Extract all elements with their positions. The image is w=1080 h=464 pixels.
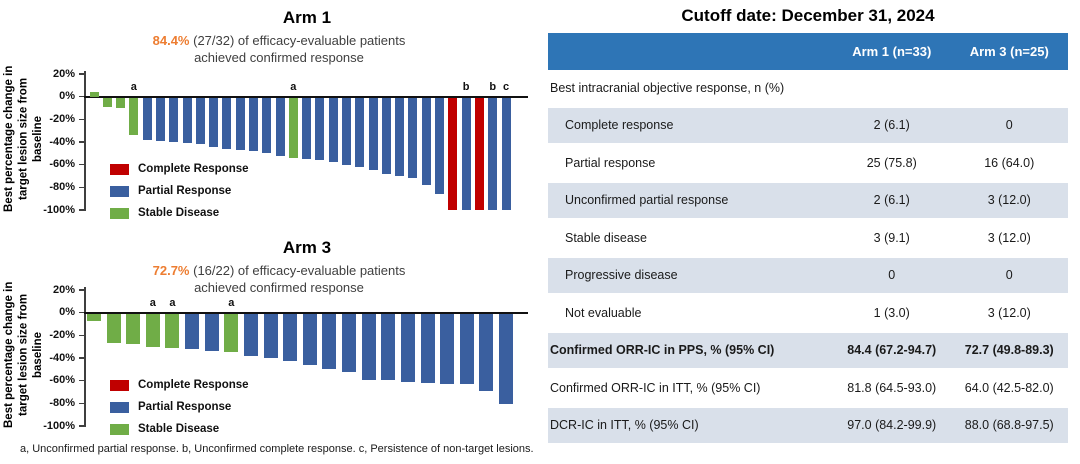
waterfall-bar-sd <box>107 314 121 344</box>
waterfall-bar-pr <box>440 314 454 384</box>
waterfall-bar-pr <box>381 314 395 380</box>
arm3-value: 3 (12.0) <box>951 183 1069 221</box>
waterfall-bar-pr <box>262 98 271 154</box>
table-row <box>548 408 1068 446</box>
legend-label: Stable Disease <box>138 423 220 435</box>
arm3-legend <box>110 374 249 440</box>
y-axis-tick <box>79 335 84 337</box>
waterfall-bar-cr <box>475 98 484 210</box>
cutoff-date-title: Cutoff date: December 31, 2024 <box>681 6 935 25</box>
arm3-subtitle-line1 <box>30 262 528 279</box>
y-tick-label: 20% <box>52 283 75 296</box>
legend-item-stable-disease <box>110 418 249 440</box>
table-row <box>548 370 1068 408</box>
y-axis-line <box>84 287 86 427</box>
partial-response-swatch <box>110 402 129 413</box>
header-arm1: Arm 1 (n=33) <box>833 33 951 70</box>
waterfall-bar-pr <box>462 98 471 210</box>
table-header-row <box>548 33 1068 70</box>
y-axis-tick <box>79 209 84 211</box>
waterfall-bar-pr <box>401 314 415 382</box>
arm3-value: 88.0 (68.8-97.5) <box>951 408 1069 446</box>
waterfall-bar-sd <box>103 98 112 107</box>
y-axis-tick <box>79 380 84 382</box>
results-table <box>548 33 1068 445</box>
y-axis-tick <box>79 289 84 291</box>
arm3-response-rate: 72.7% <box>152 263 190 278</box>
waterfall-bar-pr <box>183 98 192 143</box>
waterfall-bar-sd <box>224 314 238 353</box>
bar-annotation-a: a <box>169 296 176 309</box>
arm1-value: 2 (6.1) <box>833 183 951 221</box>
arm1-chart-subtitle <box>30 32 528 66</box>
waterfall-bar-pr <box>264 314 278 358</box>
waterfall-bar-pr <box>422 98 431 185</box>
waterfall-bar-sd <box>87 314 101 321</box>
arm3-value: 64.0 (42.5-82.0) <box>951 370 1069 408</box>
legend-item-partial-response <box>110 396 249 418</box>
results-table-panel <box>548 0 1068 464</box>
bar-annotation-b: b <box>489 80 497 93</box>
arm3-chart-title: Arm 3 <box>282 238 332 257</box>
row-label: DCR-IC in ITT, % (95% CI) <box>548 408 833 446</box>
waterfall-bar-pr <box>143 98 152 140</box>
y-tick-label: -80% <box>49 396 75 409</box>
arm3-value: 0 <box>951 108 1069 146</box>
bar-annotation-b: b <box>462 80 470 93</box>
row-label: Stable disease <box>548 220 833 258</box>
y-axis-line <box>84 71 86 211</box>
arm1-chart-title: Arm 1 <box>282 8 332 27</box>
waterfall-bar-pr <box>479 314 493 391</box>
y-tick-label: -100% <box>43 203 75 216</box>
table-row <box>548 258 1068 296</box>
waterfall-bar-pr <box>205 314 219 352</box>
y-tick-label: 20% <box>52 67 75 80</box>
waterfall-bar-pr <box>460 314 474 384</box>
y-tick-label: -20% <box>49 112 75 125</box>
waterfall-bar-pr <box>362 314 376 380</box>
bar-annotation-a: a <box>130 80 137 93</box>
waterfall-bar-pr <box>283 314 297 362</box>
legend-item-complete-response <box>110 158 249 180</box>
arm3-value <box>951 70 1069 108</box>
waterfall-bar-sd <box>129 98 138 136</box>
arm3-value: 0 <box>951 258 1069 296</box>
arm1-value: 0 <box>833 258 951 296</box>
arm3-subtitle-line2: achieved confirmed response <box>194 280 364 295</box>
arm1-value: 1 (3.0) <box>833 295 951 333</box>
arm1-waterfall-chart <box>0 0 545 226</box>
y-tick-label: -40% <box>49 135 75 148</box>
arm1-value: 84.4 (67.2-94.7) <box>833 333 951 371</box>
waterfall-bar-pr <box>156 98 165 141</box>
y-axis-tick <box>79 164 84 166</box>
bar-annotation-c: c <box>502 80 510 93</box>
waterfall-bar-pr <box>499 314 513 405</box>
row-label: Complete response <box>548 108 833 146</box>
y-tick-label: -80% <box>49 180 75 193</box>
y-tick-label: 0% <box>59 90 75 103</box>
table-row <box>548 295 1068 333</box>
y-tick-label: -60% <box>49 158 75 171</box>
waterfall-bar-pr <box>488 98 497 210</box>
complete-response-swatch <box>110 164 129 175</box>
y-tick-label: 0% <box>59 306 75 319</box>
waterfall-bar-pr <box>249 98 258 151</box>
complete-response-swatch <box>110 380 129 391</box>
row-label: Confirmed ORR-IC in PPS, % (95% CI) <box>548 333 833 371</box>
table-row <box>548 220 1068 258</box>
arm1-value: 25 (75.8) <box>833 145 951 183</box>
arm1-value: 97.0 (84.2-99.9) <box>833 408 951 446</box>
waterfall-bar-pr <box>342 98 351 165</box>
waterfall-bar-pr <box>355 98 364 167</box>
y-tick-label: -100% <box>43 419 75 432</box>
y-axis-tick <box>79 141 84 143</box>
row-label: Progressive disease <box>548 258 833 296</box>
footnote: a, Unconfirmed partial response. b, Unconfirmed complete response. c, Persistence of non-target lesions. <box>20 443 534 455</box>
waterfall-bar-sd <box>126 314 140 345</box>
arm3-value: 72.7 (49.8-89.3) <box>951 333 1069 371</box>
arm1-subtitle-line1 <box>30 32 528 49</box>
row-label: Confirmed ORR-IC in ITT, % (95% CI) <box>548 370 833 408</box>
y-tick-label: -20% <box>49 328 75 341</box>
waterfall-bar-cr <box>448 98 457 210</box>
waterfall-bar-pr <box>322 314 336 370</box>
bar-annotation-a: a <box>149 296 156 309</box>
legend-label: Partial Response <box>138 401 232 413</box>
arm1-value: 2 (6.1) <box>833 108 951 146</box>
waterfall-bar-pr <box>302 98 311 159</box>
legend-item-partial-response <box>110 180 249 202</box>
waterfall-bar-pr <box>408 98 417 179</box>
waterfall-bar-sd <box>90 92 99 97</box>
stable-disease-swatch <box>110 424 129 435</box>
arm1-response-rate: 84.4% <box>152 33 190 48</box>
row-label: Unconfirmed partial response <box>548 183 833 221</box>
waterfall-bar-pr <box>236 98 245 150</box>
waterfall-bar-pr <box>222 98 231 149</box>
arm3-waterfall-chart <box>0 226 545 438</box>
waterfall-bar-sd <box>146 314 160 347</box>
waterfall-bar-pr <box>342 314 356 372</box>
waterfall-bar-pr <box>382 98 391 174</box>
arm3-subtitle-text: (16/22) of efficacy-evaluable patients <box>193 263 406 278</box>
partial-response-swatch <box>110 186 129 197</box>
table-row <box>548 70 1068 108</box>
waterfall-bar-pr <box>276 98 285 156</box>
table-row <box>548 108 1068 146</box>
legend-label: Stable Disease <box>138 207 220 219</box>
waterfall-bar-pr <box>435 98 444 194</box>
waterfall-bar-sd <box>165 314 179 348</box>
waterfall-bar-pr <box>369 98 378 171</box>
legend-item-complete-response <box>110 374 249 396</box>
legend-label: Complete Response <box>138 163 249 175</box>
table-row <box>548 333 1068 371</box>
arm1-subtitle-text: (27/32) of efficacy-evaluable patients <box>193 33 406 48</box>
header-empty-cell <box>548 33 833 70</box>
y-axis-tick <box>79 425 84 427</box>
waterfall-bar-sd <box>289 98 298 158</box>
arm1-value: 81.8 (64.5-93.0) <box>833 370 951 408</box>
row-label: Best intracranial objective response, n (%) <box>548 70 833 108</box>
row-label: Partial response <box>548 145 833 183</box>
arm1-value: 3 (9.1) <box>833 220 951 258</box>
waterfall-bar-pr <box>502 98 511 210</box>
y-axis-tick <box>79 403 84 405</box>
y-axis-tick <box>79 187 84 189</box>
y-axis-tick <box>79 73 84 75</box>
waterfall-bar-pr <box>209 98 218 147</box>
waterfall-bar-pr <box>315 98 324 160</box>
row-label: Not evaluable <box>548 295 833 333</box>
header-arm3: Arm 3 (n=25) <box>951 33 1069 70</box>
legend-label: Partial Response <box>138 185 232 197</box>
y-tick-label: -40% <box>49 351 75 364</box>
arm3-value: 3 (12.0) <box>951 295 1069 333</box>
arm3-value: 16 (64.0) <box>951 145 1069 183</box>
legend-label: Complete Response <box>138 379 249 391</box>
waterfall-bar-pr <box>196 98 205 145</box>
waterfall-bar-pr <box>395 98 404 176</box>
waterfall-bar-pr <box>185 314 199 349</box>
table-row <box>548 183 1068 221</box>
y-tick-label: -60% <box>49 374 75 387</box>
waterfall-bar-sd <box>116 98 125 108</box>
arm1-y-axis-label: Best percentage change in target lesion size from baseline <box>3 65 44 213</box>
arm1-subtitle-line2: achieved confirmed response <box>194 50 364 65</box>
legend-item-stable-disease <box>110 202 249 224</box>
arm1-plot-area <box>43 67 528 219</box>
arm1-legend <box>110 158 249 224</box>
waterfall-bar-pr <box>244 314 258 356</box>
waterfall-bar-pr <box>169 98 178 142</box>
stable-disease-swatch <box>110 208 129 219</box>
arm3-y-axis-label: Best percentage change in target lesion size from baseline <box>3 281 44 429</box>
bar-annotation-a: a <box>290 80 297 93</box>
waterfall-bar-pr <box>303 314 317 365</box>
bar-annotation-a: a <box>228 296 235 309</box>
y-axis-tick <box>79 357 84 359</box>
waterfall-bar-pr <box>421 314 435 383</box>
waterfall-bar-pr <box>329 98 338 163</box>
arm3-value: 3 (12.0) <box>951 220 1069 258</box>
y-axis-tick <box>79 119 84 121</box>
table-row <box>548 145 1068 183</box>
arm1-value <box>833 70 951 108</box>
